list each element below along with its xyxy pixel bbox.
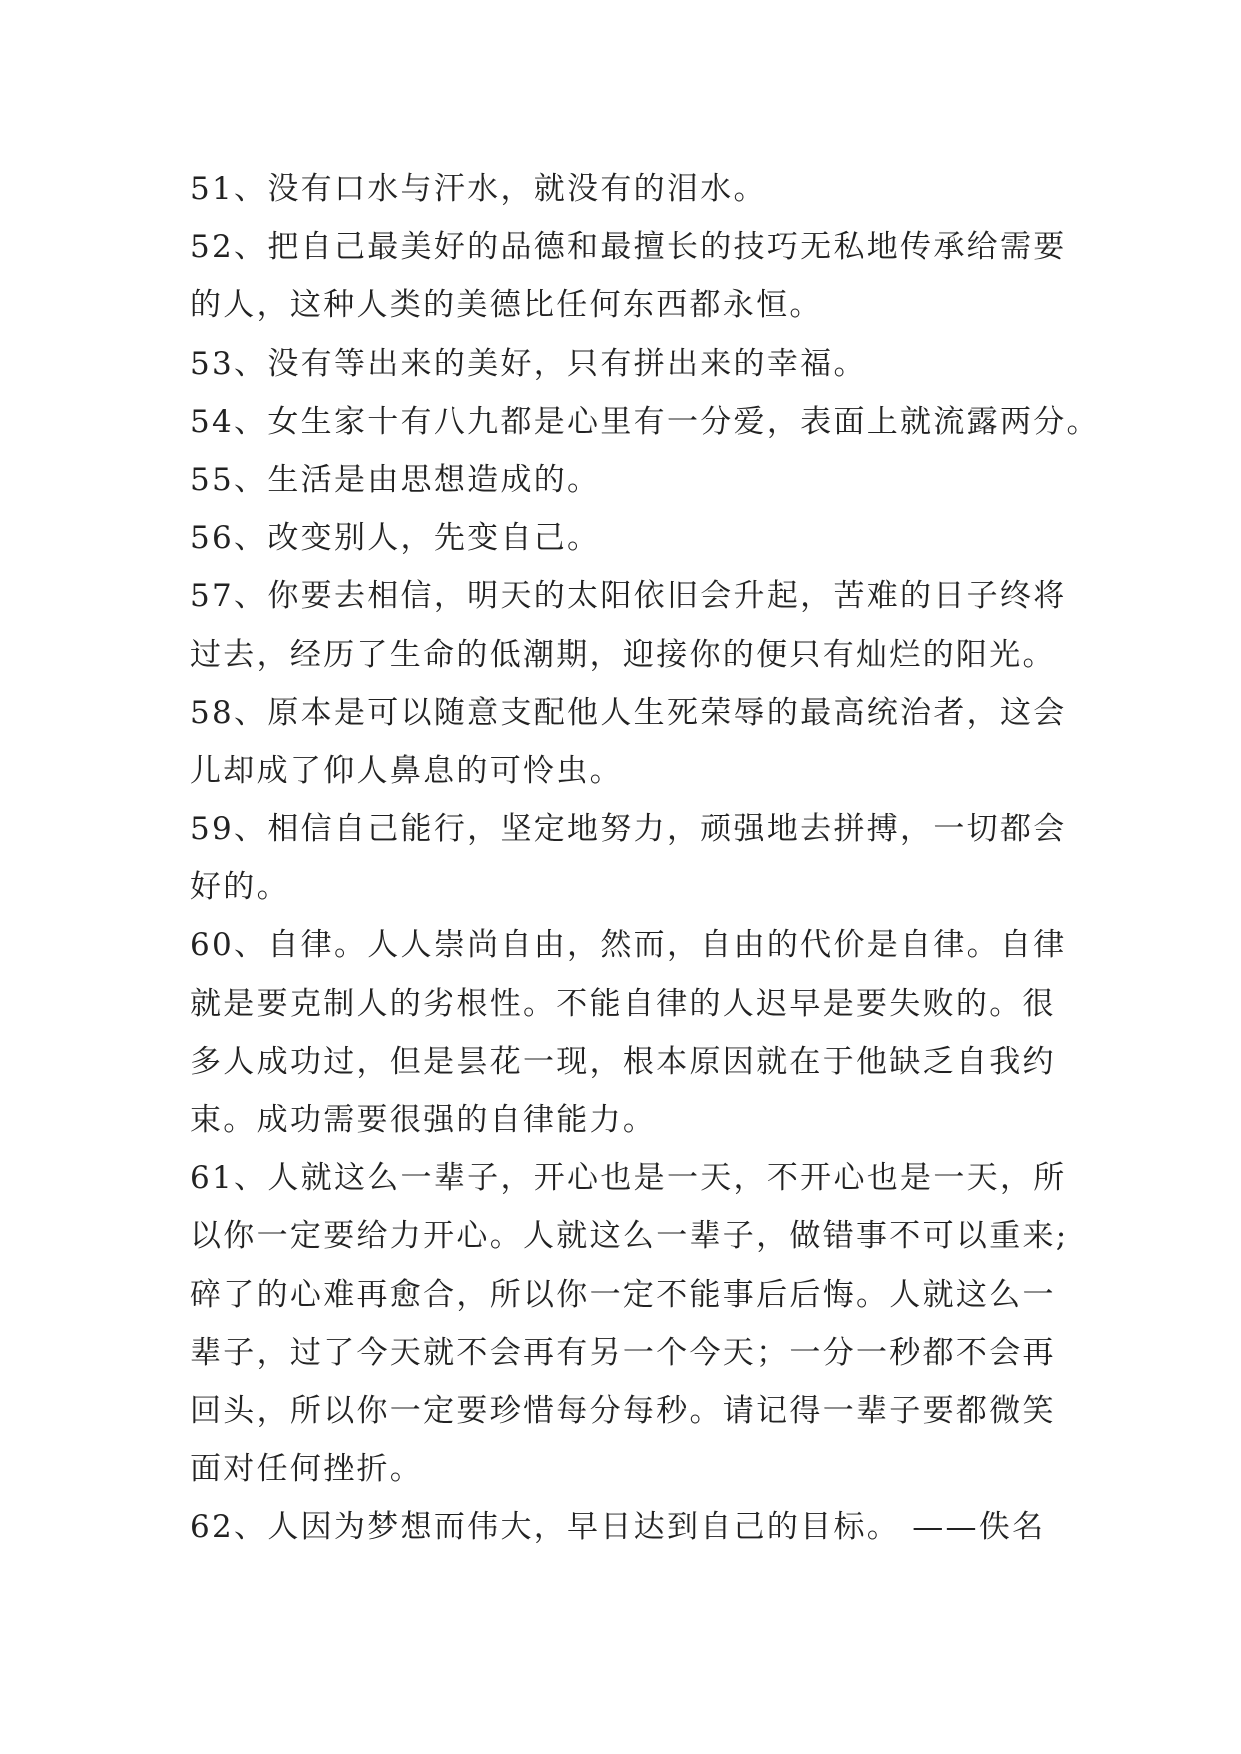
text-line: 以你一定要给力开心。人就这么一辈子，做错事不可以重来; <box>190 1218 1069 1255</box>
text-line: 61、人就这么一辈子，开心也是一天，不开心也是一天，所 <box>190 1160 1067 1197</box>
text-line: 57、你要去相信，明天的太阳依旧会升起，苦难的日子终将 <box>190 578 1067 615</box>
text-line: 回头，所以你一定要珍惜每分每秒。请记得一辈子要都微笑 <box>190 1392 1056 1429</box>
text-line: 51、没有口水与汗水，就没有的泪水。 <box>190 171 767 207</box>
text-line: 62、人因为梦想而伟大，早日达到自己的目标。 ——佚名 <box>190 1509 1046 1546</box>
text-line: 儿却成了仰人鼻息的可怜虫。 <box>190 752 623 789</box>
text-line: 56、改变别人，先变自己。 <box>190 520 601 557</box>
text-line: 52、把自己最美好的品德和最擅长的技巧无私地传承给需要 <box>190 229 1067 266</box>
text-line: 58、原本是可以随意支配他人生死荣辱的最高统治者，这会 <box>190 694 1067 731</box>
text-line: 碎了的心难再愈合，所以你一定不能事后后悔。人就这么一 <box>190 1276 1056 1313</box>
text-line: 辈子，过了今天就不会再有另一个今天；一分一秒都不会再 <box>190 1334 1056 1371</box>
text-line: 54、女生家十有八九都是心里有一分爱，表面上就流露两分。 <box>190 403 1100 440</box>
text-line: 就是要克制人的劣根性。不能自律的人迟早是要失败的。很 <box>190 985 1056 1022</box>
text-line: 束。成功需要很强的自律能力。 <box>190 1102 657 1138</box>
text-line: 好的。 <box>190 869 290 906</box>
text-line: 53、没有等出来的美好，只有拼出来的幸福。 <box>190 345 867 382</box>
text-line: 的人，这种人类的美德比任何东西都永恒。 <box>190 287 823 324</box>
text-line: 60、自律。人人崇尚自由，然而，自由的代价是自律。自律 <box>190 927 1067 964</box>
quote-list <box>190 160 1100 1557</box>
text-line: 55、生活是由思想造成的。 <box>190 461 601 498</box>
text-line: 过去，经历了生命的低潮期，迎接你的便只有灿烂的阳光。 <box>190 636 1056 673</box>
text-line: 面对任何挫折。 <box>190 1451 424 1488</box>
text-line: 59、相信自己能行，坚定地努力，顽强地去拼搏，一切都会 <box>190 811 1067 848</box>
text-line: 多人成功过，但是昙花一现，根本原因就在于他缺乏自我约 <box>190 1043 1056 1080</box>
